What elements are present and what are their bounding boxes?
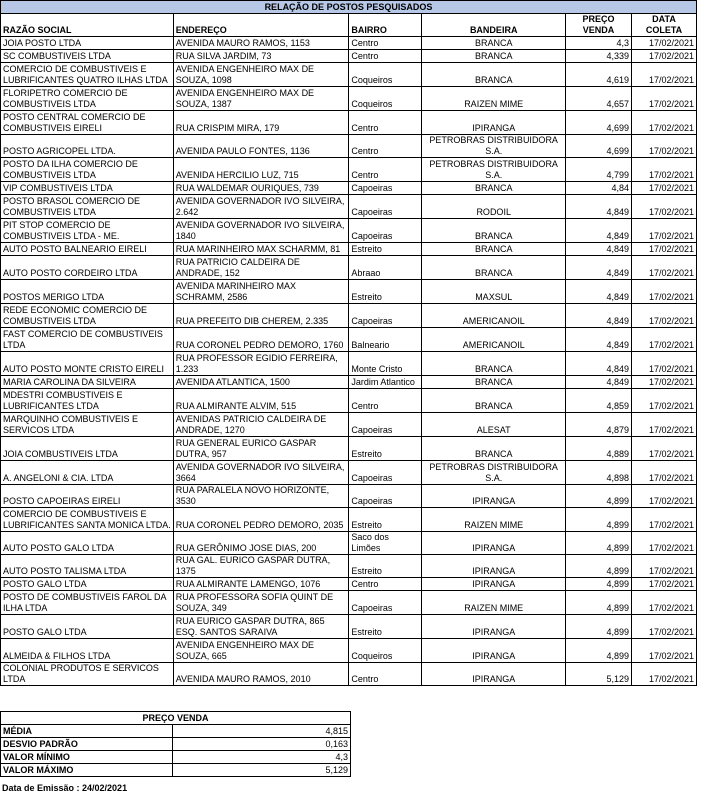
- cell-razao-social: JOIA POSTO LTDA: [1, 37, 174, 50]
- header-data-coleta: DATA COLETA: [632, 14, 697, 37]
- cell-bandeira: RAIZEN MIME: [422, 508, 566, 532]
- table-row: [1, 389, 697, 413]
- table-row: [1, 508, 697, 532]
- cell-data-coleta: 17/02/2021: [632, 591, 697, 615]
- cell-data-coleta: 17/02/2021: [632, 578, 697, 591]
- cell-bandeira: AMERICANOIL: [422, 328, 566, 352]
- cell-preco-venda: 4,899: [566, 555, 632, 578]
- cell-preco-venda: 4,859: [566, 389, 632, 413]
- cell-preco-venda: 4,899: [566, 532, 632, 555]
- cell-endereco: RUA ALMIRANTE LAMENGO, 1076: [173, 578, 349, 591]
- cell-bairro: Estreito: [349, 555, 422, 578]
- stats-label: VALOR MÁXIMO: [1, 764, 173, 777]
- cell-bairro: Estreito: [349, 437, 422, 461]
- cell-razao-social: POSTO GALO LTDA: [1, 615, 174, 639]
- cell-data-coleta: 17/02/2021: [632, 37, 697, 50]
- cell-endereco: RUA CRISPIM MIRA, 179: [173, 111, 349, 135]
- cell-preco-venda: 4,84: [566, 182, 632, 195]
- cell-endereco: RUA WALDEMAR OURIQUES, 739: [173, 182, 349, 195]
- cell-razao-social: POSTO AGRICOPEL LTDA.: [1, 135, 174, 158]
- cell-bandeira: IPIRANGA: [422, 555, 566, 578]
- cell-data-coleta: 17/02/2021: [632, 63, 697, 87]
- cell-preco-venda: 4,339: [566, 50, 632, 63]
- table-row: [1, 591, 697, 615]
- cell-preco-venda: 4,849: [566, 304, 632, 328]
- table-row: [1, 158, 697, 182]
- table-row: [1, 615, 697, 639]
- cell-endereco: AVENIDA GOVERNADOR IVO SILVEIRA, 1840: [173, 219, 349, 243]
- cell-bairro: Centro: [349, 158, 422, 182]
- cell-bandeira: BRANCA: [422, 182, 566, 195]
- cell-bairro: Centro: [349, 135, 422, 158]
- cell-endereco: RUA ALMIRANTE ALVIM, 515: [173, 389, 349, 413]
- cell-data-coleta: 17/02/2021: [632, 219, 697, 243]
- cell-bandeira: BRANCA: [422, 389, 566, 413]
- stats-label: MÉDIA: [1, 725, 173, 738]
- cell-preco-venda: 4,899: [566, 639, 632, 663]
- cell-data-coleta: 17/02/2021: [632, 87, 697, 111]
- stats-value: 4,3: [173, 751, 351, 764]
- cell-razao-social: COLONIAL PRODUTOS E SERVICOS LTDA: [1, 663, 174, 686]
- cell-data-coleta: 17/02/2021: [632, 508, 697, 532]
- cell-endereco: RUA PROFESSOR EGIDIO FERREIRA, 1.233: [173, 352, 349, 376]
- stats-row: [1, 751, 351, 764]
- cell-bairro: Coqueiros: [349, 639, 422, 663]
- cell-bairro: Jardim Atlantico: [349, 376, 422, 389]
- cell-endereco: AVENIDA ENGENHEIRO MAX DE SOUZA, 1387: [173, 87, 349, 111]
- cell-endereco: AVENIDAS PATRICIO CALDEIRA DE ANDRADE, 1270: [173, 413, 349, 437]
- header-razao-social: RAZÃO SOCIAL: [1, 14, 174, 37]
- cell-endereco: AVENIDA MAURO RAMOS, 1153: [173, 37, 349, 50]
- cell-razao-social: POSTO GALO LTDA: [1, 578, 174, 591]
- cell-bairro: Capoeiras: [349, 182, 422, 195]
- cell-bairro: Centro: [349, 111, 422, 135]
- table-row: [1, 328, 697, 352]
- table-row: [1, 195, 697, 219]
- table-row: [1, 485, 697, 508]
- cell-bandeira: AMERICANOIL: [422, 304, 566, 328]
- table-body: [1, 37, 697, 686]
- cell-bandeira: IPIRANGA: [422, 615, 566, 639]
- cell-endereco: AVENIDA ENGENHEIRO MAX DE SOUZA, 1098: [173, 63, 349, 87]
- table-row: [1, 219, 697, 243]
- cell-bairro: Capoeiras: [349, 461, 422, 485]
- cell-endereco: RUA MARINHEIRO MAX SCHARMM, 81: [173, 243, 349, 256]
- cell-data-coleta: 17/02/2021: [632, 50, 697, 63]
- cell-bairro: Saco dos Limões: [349, 532, 422, 555]
- cell-bairro: Coqueiros: [349, 63, 422, 87]
- cell-preco-venda: 4,898: [566, 461, 632, 485]
- cell-bairro: Centro: [349, 50, 422, 63]
- cell-razao-social: AUTO POSTO GALO LTDA: [1, 532, 174, 555]
- cell-bandeira: PETROBRAS DISTRIBUIDORA S.A.: [422, 461, 566, 485]
- cell-preco-venda: 4,889: [566, 437, 632, 461]
- table-row: [1, 555, 697, 578]
- cell-bandeira: BRANCA: [422, 437, 566, 461]
- cell-bandeira: BRANCA: [422, 37, 566, 50]
- table-row: [1, 578, 697, 591]
- cell-data-coleta: 17/02/2021: [632, 195, 697, 219]
- cell-endereco: RUA GERÔNIMO JOSE DIAS, 200: [173, 532, 349, 555]
- cell-endereco: AVENIDA GOVERNADOR IVO SILVEIRA, 3664: [173, 461, 349, 485]
- cell-bandeira: BRANCA: [422, 352, 566, 376]
- cell-preco-venda: 4,699: [566, 135, 632, 158]
- cell-preco-venda: 4,799: [566, 158, 632, 182]
- cell-razao-social: VIP COMBUSTIVEIS LTDA: [1, 182, 174, 195]
- cell-preco-venda: 4,849: [566, 195, 632, 219]
- table-row: [1, 413, 697, 437]
- cell-endereco: RUA GAL. EURICO GASPAR DUTRA, 1375: [173, 555, 349, 578]
- table-row: [1, 663, 697, 686]
- stats-row: [1, 764, 351, 777]
- cell-preco-venda: 4,849: [566, 328, 632, 352]
- cell-data-coleta: 17/02/2021: [632, 135, 697, 158]
- cell-bandeira: RODOIL: [422, 195, 566, 219]
- cell-preco-venda: 4,619: [566, 63, 632, 87]
- cell-preco-venda: 4,849: [566, 376, 632, 389]
- cell-preco-venda: 4,849: [566, 219, 632, 243]
- cell-razao-social: AUTO POSTO TALISMA LTDA: [1, 555, 174, 578]
- cell-endereco: AVENIDA MARINHEIRO MAX SCHRAMM, 2586: [173, 280, 349, 304]
- cell-data-coleta: 17/02/2021: [632, 158, 697, 182]
- cell-data-coleta: 17/02/2021: [632, 437, 697, 461]
- cell-data-coleta: 17/02/2021: [632, 111, 697, 135]
- cell-endereco: AVENIDA ATLANTICA, 1500: [173, 376, 349, 389]
- cell-endereco: AVENIDA HERCILIO LUZ, 715: [173, 158, 349, 182]
- cell-data-coleta: 17/02/2021: [632, 461, 697, 485]
- table-row: [1, 243, 697, 256]
- cell-data-coleta: 17/02/2021: [632, 555, 697, 578]
- cell-razao-social: POSTO DE COMBUSTIVEIS FAROL DA ILHA LTDA: [1, 591, 174, 615]
- cell-razao-social: PIT STOP COMERCIO DE COMBUSTIVEIS LTDA - ME.: [1, 219, 174, 243]
- stats-value: 5,129: [173, 764, 351, 777]
- cell-bairro: Estreito: [349, 615, 422, 639]
- cell-bandeira: RAIZEN MIME: [422, 591, 566, 615]
- cell-preco-venda: 4,849: [566, 256, 632, 280]
- header-bairro: BAIRRO: [349, 14, 422, 37]
- cell-razao-social: MARIA CAROLINA DA SILVEIRA: [1, 376, 174, 389]
- cell-bandeira: PETROBRAS DISTRIBUIDORA S.A.: [422, 158, 566, 182]
- cell-preco-venda: 4,3: [566, 37, 632, 50]
- cell-razao-social: POSTO CENTRAL COMERCIO DE COMBUSTIVEIS EIRELI: [1, 111, 174, 135]
- table-row: [1, 87, 697, 111]
- cell-data-coleta: 17/02/2021: [632, 304, 697, 328]
- cell-data-coleta: 17/02/2021: [632, 389, 697, 413]
- cell-bairro: Estreito: [349, 243, 422, 256]
- cell-endereco: AVENIDA ENGENHEIRO MAX DE SOUZA, 665: [173, 639, 349, 663]
- cell-razao-social: REDE ECONOMIC COMERCIO DE COMBUSTIVEIS LTDA: [1, 304, 174, 328]
- cell-bandeira: IPIRANGA: [422, 663, 566, 686]
- header-endereco: ENDEREÇO: [173, 14, 349, 37]
- cell-endereco: RUA CORONEL PEDRO DEMORO, 2035: [173, 508, 349, 532]
- cell-preco-venda: 4,899: [566, 578, 632, 591]
- cell-bandeira: IPIRANGA: [422, 578, 566, 591]
- cell-bandeira: IPIRANGA: [422, 111, 566, 135]
- cell-bandeira: BRANCA: [422, 50, 566, 63]
- cell-data-coleta: 17/02/2021: [632, 243, 697, 256]
- cell-data-coleta: 17/02/2021: [632, 328, 697, 352]
- cell-data-coleta: 17/02/2021: [632, 352, 697, 376]
- table-row: [1, 461, 697, 485]
- table-row: [1, 639, 697, 663]
- cell-bandeira: BRANCA: [422, 243, 566, 256]
- cell-bairro: Centro: [349, 578, 422, 591]
- cell-bairro: Balneario: [349, 328, 422, 352]
- cell-razao-social: COMERCIO DE COMBUSTIVEIS E LUBRIFICANTES QUATRO ILHAS LTDA: [1, 63, 174, 87]
- emission-date: Data de Emissão : 24/02/2021: [2, 783, 128, 793]
- cell-bandeira: MAXSUL: [422, 280, 566, 304]
- cell-preco-venda: 4,899: [566, 485, 632, 508]
- cell-bandeira: IPIRANGA: [422, 639, 566, 663]
- cell-bairro: Coqueiros: [349, 87, 422, 111]
- table-row: [1, 352, 697, 376]
- stats-label: VALOR MÍNIMO: [1, 751, 173, 764]
- stats-row: [1, 738, 351, 751]
- cell-data-coleta: 17/02/2021: [632, 413, 697, 437]
- cell-bairro: Centro: [349, 37, 422, 50]
- cell-bandeira: BRANCA: [422, 63, 566, 87]
- table-row: [1, 63, 697, 87]
- cell-bairro: Capoeiras: [349, 591, 422, 615]
- cell-data-coleta: 17/02/2021: [632, 256, 697, 280]
- cell-endereco: RUA PATRICIO CALDEIRA DE ANDRADE, 152: [173, 256, 349, 280]
- stats-body: [1, 725, 351, 777]
- cell-bairro: Capoeiras: [349, 195, 422, 219]
- cell-preco-venda: 5,129: [566, 663, 632, 686]
- cell-bairro: Capoeiras: [349, 219, 422, 243]
- cell-razao-social: MDESTRI COMBUSTIVEIS E LUBRIFICANTES LTDA: [1, 389, 174, 413]
- cell-razao-social: COMERCIO DE COMBUSTIVEIS E LUBRIFICANTES SANTA MONICA LTDA.: [1, 508, 174, 532]
- cell-bandeira: IPIRANGA: [422, 532, 566, 555]
- table-row: [1, 182, 697, 195]
- cell-razao-social: SC COMBUSTIVEIS LTDA: [1, 50, 174, 63]
- cell-bandeira: BRANCA: [422, 256, 566, 280]
- cell-bairro: Abraao: [349, 256, 422, 280]
- cell-razao-social: JOIA COMBUSTIVEIS LTDA: [1, 437, 174, 461]
- header-row: [1, 14, 697, 37]
- cell-preco-venda: 4,849: [566, 280, 632, 304]
- cell-data-coleta: 17/02/2021: [632, 532, 697, 555]
- cell-razao-social: A. ANGELONI & CIA. LTDA: [1, 461, 174, 485]
- cell-razao-social: AUTO POSTO MONTE CRISTO EIRELI: [1, 352, 174, 376]
- table-row: [1, 37, 697, 50]
- cell-bandeira: ALESAT: [422, 413, 566, 437]
- header-preco-venda: PREÇO VENDA: [566, 14, 632, 37]
- cell-preco-venda: 4,699: [566, 111, 632, 135]
- cell-bairro: Centro: [349, 663, 422, 686]
- cell-razao-social: POSTOS MERIGO LTDA: [1, 280, 174, 304]
- cell-bairro: Capoeiras: [349, 304, 422, 328]
- cell-data-coleta: 17/02/2021: [632, 376, 697, 389]
- stats-title: PREÇO VENDA: [1, 712, 351, 725]
- cell-bairro: Estreito: [349, 280, 422, 304]
- cell-bandeira: RAIZEN MIME: [422, 87, 566, 111]
- cell-preco-venda: 4,879: [566, 413, 632, 437]
- table-row: [1, 280, 697, 304]
- cell-razao-social: AUTO POSTO BALNEARIO EIRELI: [1, 243, 174, 256]
- cell-endereco: AVENIDA GOVERNADOR IVO SILVEIRA, 2.642: [173, 195, 349, 219]
- table-row: [1, 304, 697, 328]
- cell-endereco: RUA CORONEL PEDRO DEMORO, 1760: [173, 328, 349, 352]
- cell-endereco: RUA EURICO GASPAR DUTRA, 865 ESQ. SANTOS SARAIVA: [173, 615, 349, 639]
- cell-data-coleta: 17/02/2021: [632, 663, 697, 686]
- cell-data-coleta: 17/02/2021: [632, 639, 697, 663]
- cell-endereco: RUA PREFEITO DIB CHEREM, 2.335: [173, 304, 349, 328]
- cell-endereco: RUA GENERAL EURICO GASPAR DUTRA, 957: [173, 437, 349, 461]
- table-title: RELAÇÃO DE POSTOS PESQUISADOS: [1, 1, 697, 14]
- cell-preco-venda: 4,657: [566, 87, 632, 111]
- cell-razao-social: POSTO BRASOL COMERCIO DE COMBUSTIVEIS LTDA: [1, 195, 174, 219]
- cell-preco-venda: 4,849: [566, 243, 632, 256]
- cell-bandeira: IPIRANGA: [422, 485, 566, 508]
- cell-endereco: AVENIDA PAULO FONTES, 1136: [173, 135, 349, 158]
- cell-preco-venda: 4,849: [566, 352, 632, 376]
- cell-razao-social: MARQUINHO COMBUSTIVEIS E SERVICOS LTDA: [1, 413, 174, 437]
- cell-endereco: AVENIDA MAURO RAMOS, 2010: [173, 663, 349, 686]
- stats-label: DESVIO PADRÃO: [1, 738, 173, 751]
- cell-data-coleta: 17/02/2021: [632, 280, 697, 304]
- cell-preco-venda: 4,899: [566, 591, 632, 615]
- table-row: [1, 135, 697, 158]
- stats-row: [1, 725, 351, 738]
- cell-razao-social: FLORIPETRO COMERCIO DE COMBUSTIVEIS LTDA: [1, 87, 174, 111]
- stats-table: [0, 711, 351, 777]
- cell-bairro: Capoeiras: [349, 413, 422, 437]
- cell-bairro: Centro: [349, 389, 422, 413]
- cell-razao-social: POSTO CAPOEIRAS EIRELI: [1, 485, 174, 508]
- cell-razao-social: FAST COMERCIO DE COMBUSTIVEIS LTDA: [1, 328, 174, 352]
- cell-razao-social: POSTO DA ILHA COMERCIO DE COMBUSTIVEIS LTDA: [1, 158, 174, 182]
- cell-bairro: Monte Cristo: [349, 352, 422, 376]
- cell-bandeira: BRANCA: [422, 376, 566, 389]
- cell-data-coleta: 17/02/2021: [632, 485, 697, 508]
- table-row: [1, 376, 697, 389]
- table-row: [1, 437, 697, 461]
- cell-endereco: RUA PARALELA NOVO HORIZONTE, 3530: [173, 485, 349, 508]
- cell-razao-social: ALMEIDA & FILHOS LTDA: [1, 639, 174, 663]
- cell-endereco: RUA SILVA JARDIM, 73: [173, 50, 349, 63]
- cell-bandeira: BRANCA: [422, 219, 566, 243]
- stats-value: 0,163: [173, 738, 351, 751]
- cell-data-coleta: 17/02/2021: [632, 615, 697, 639]
- cell-data-coleta: 17/02/2021: [632, 182, 697, 195]
- header-bandeira: BANDEIRA: [422, 14, 566, 37]
- cell-bairro: Capoeiras: [349, 485, 422, 508]
- cell-bairro: Estreito: [349, 508, 422, 532]
- cell-preco-venda: 4,899: [566, 508, 632, 532]
- stats-value: 4,815: [173, 725, 351, 738]
- cell-razao-social: AUTO POSTO CORDEIRO LTDA: [1, 256, 174, 280]
- cell-bandeira: PETROBRAS DISTRIBUIDORA S.A.: [422, 135, 566, 158]
- table-row: [1, 50, 697, 63]
- table-row: [1, 532, 697, 555]
- table-row: [1, 111, 697, 135]
- cell-endereco: RUA PROFESSORA SOFIA QUINT DE SOUZA, 349: [173, 591, 349, 615]
- cell-preco-venda: 4,899: [566, 615, 632, 639]
- table-row: [1, 256, 697, 280]
